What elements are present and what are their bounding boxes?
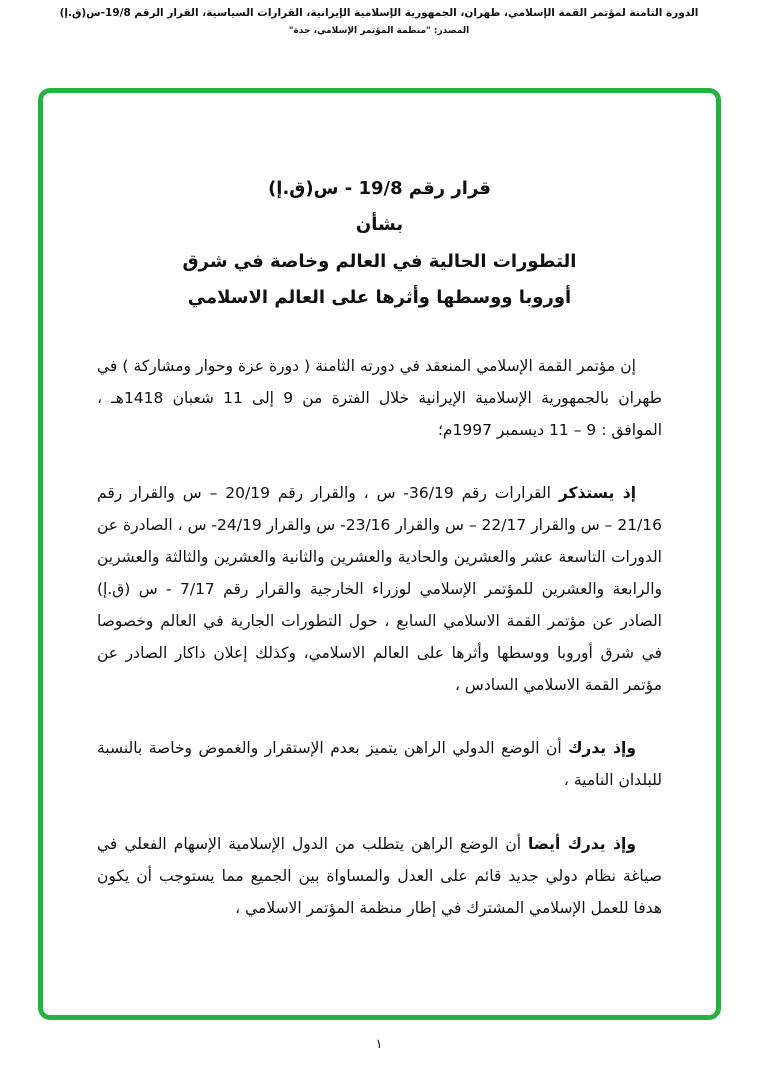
header-source-line: المصدر: "منظمة المؤتمر الإسلامي، جدة" <box>288 26 470 36</box>
document-frame <box>38 88 721 1020</box>
paragraph-text: أن الوضع الراهن يتطلب من الدول الإسلامية الإسهام الفعلي في صياغة نظام دولي جديد قائم على العدل والمساواة بين الجميع مما يستوجب أن يكون هدفا للعمل الإسلامي المشترك في إطار منظمة المؤتمر الاسلامي ، <box>97 834 662 917</box>
recognizing-also-paragraph <box>97 828 662 924</box>
header-citation-line: الدورة الثامنة لمؤتمر القمة الإسلامي، طهران، الجمهورية الإسلامية الإيرانية، القرارات السياسية، القرار الرقم 19/8-س(ق.إ) <box>59 7 699 19</box>
recalling-paragraph <box>97 477 662 702</box>
resolution-number: قرار رقم 19/8 - س(ق.إ) <box>268 178 491 199</box>
paragraph-text: القرارات رقم 36/19- س ، والقرار رقم 20/19 – س والقرار رقم 21/16 – س والقرار 22/17 – س والقرار 23/16- س والقرار 24/19- س ، الصادرة عن الدورات التاسعة عشر والعشرين والحادية والعشرين والثانية والعشرين والثالثة والعشرين والرابعة والعشرين للمؤتمر الإسلامي لوزراء الخارجية والقرار رقم 7/17 - س (ق.إ) الصادر عن مؤتمر القمة الاسلامي السابع ، حول التطورات الجارية في العالم وخصوصا في شرق أوروبا ووسطها وأثرها على العالم الاسلامي، وكذلك إعلان داكار الصادر عن مؤتمر القمة الاسلامي السادس ، <box>97 483 662 695</box>
paragraph-text: أن الوضع الدولي الراهن يتميز بعدم الإستقرار والغموض وخاصة بالنسبة للبلدان النامية ، <box>97 739 662 790</box>
paragraph-lead: إذ يستذكر <box>558 483 637 502</box>
preamble-paragraph <box>97 350 662 446</box>
document-content <box>43 93 716 924</box>
document-header <box>0 7 758 36</box>
title-block <box>97 177 662 310</box>
paragraph-lead: وإذ يدرك <box>568 739 636 758</box>
paragraph-lead: وإذ يدرك أيضا <box>528 834 636 853</box>
paragraph-text: إن مؤتمر القمة الإسلامي المنعقد في دورته الثامنة ( دورة عزة وحوار ومشاركة ) في طهران بالجمهورية الإسلامية الإيرانية خلال الفترة من 9 إلى 11 شعبان 1418هـ ، الموافق : 9 – 11 ديسمبر 1997م؛ <box>97 356 662 439</box>
resolution-subject-line-2: أوروبا ووسطها وأثرها على العالم الاسلامي <box>187 287 572 309</box>
resolution-subject-line-1: التطورات الحالية في العالم وخاصة في شرق <box>182 250 577 272</box>
recognizing-paragraph <box>97 732 662 796</box>
page-number: ١ <box>375 1037 383 1052</box>
regarding-label: بشأن <box>355 214 404 236</box>
